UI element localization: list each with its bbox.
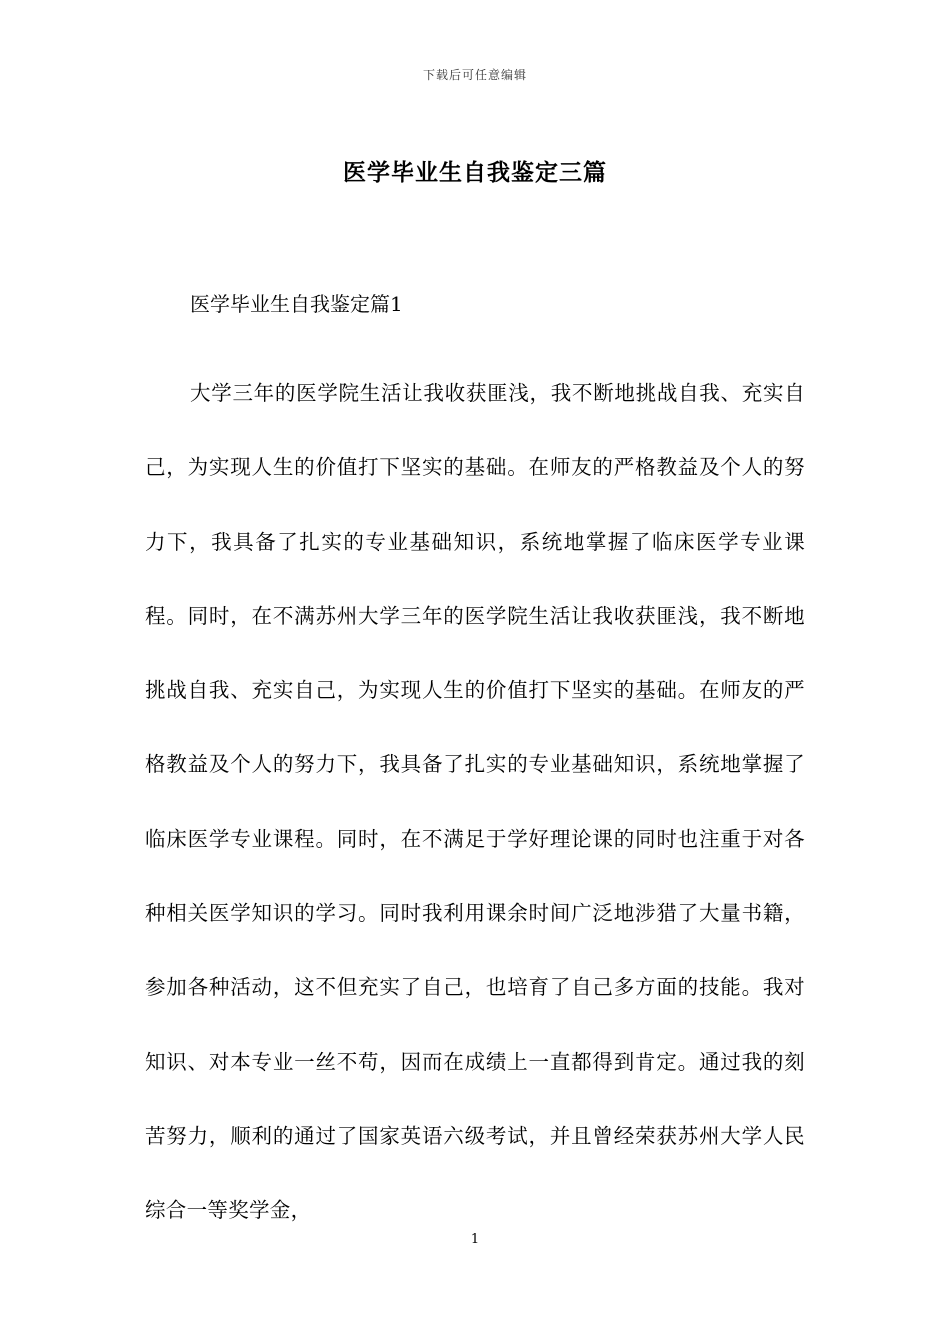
page-number: 1	[470, 1232, 480, 1247]
body-paragraph: 大学三年的医学院生活让我收获匪浅，我不断地挑战自我、充实自己，为实现人生的价值打下坚实的基础。在师友的严格教益及个人的努力下，我具备了扎实的专业基础知识，系统地掌握了临床医学专业课程。同时，在不满苏州大学三年的医学院生活让我收获匪浅，我不断地挑战自我、充实自己，为实现人生的价值打下坚实的基础。在师友的严格教益及个人的努力下，我具备了扎实的专业基础知识，系统地掌握了临床医学专业课程。同时，在不满足于学好理论课的同时也注重于对各种相关医学知识的学习。同时我利用课余时间广泛地涉猎了大量书籍，参加各种活动，这不但充实了自己，也培育了自己多方面的技能。我对知识、对本专业一丝不苟，因而在成绩上一直都得到肯定。通过我的刻苦努力，顺利的通过了国家英语六级考试，并且曾经荣获苏州大学人民综合一等奖学金，	[145, 381, 805, 1223]
section-heading: 医学毕业生自我鉴定篇1	[190, 292, 403, 316]
document-title: 医学毕业生自我鉴定三篇	[343, 159, 607, 186]
header-note: 下载后可任意编辑	[422, 68, 527, 82]
